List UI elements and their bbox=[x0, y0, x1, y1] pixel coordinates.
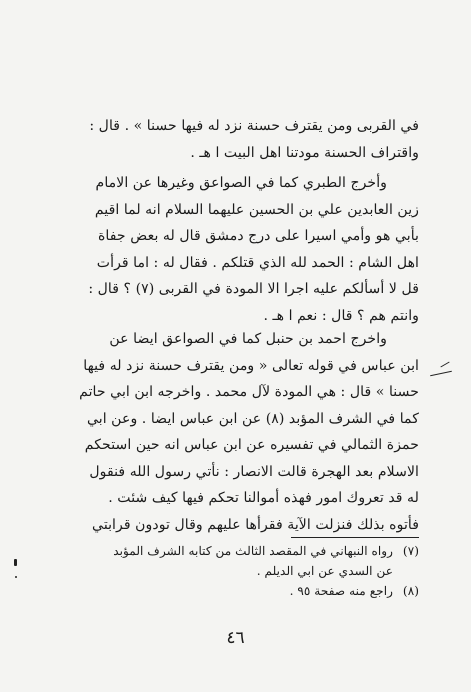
footnote-divider bbox=[291, 537, 419, 538]
footnotes bbox=[47, 541, 419, 601]
paragraph-1 bbox=[47, 113, 419, 166]
footnote-7 bbox=[47, 541, 419, 561]
margin-mark bbox=[14, 559, 17, 566]
text-line: ابن عباس في قوله تعالى « ومن يقترف حسنة نزد له فيها bbox=[83, 357, 419, 374]
text-line: زين العابدين علي بن الحسين عليهما السلام انه لما اقيم bbox=[94, 201, 419, 218]
text-line: واقتراف الحسنة مودتنا اهل البيت ا هـ . bbox=[190, 144, 419, 161]
text-line: فأتوه بذلك فنزلت الآية فقرأها عليهم وقال تودون قرابتي bbox=[92, 516, 419, 533]
text-line: واخرج احمد بن حنبل كما في الصواعق ايضا عن bbox=[109, 331, 387, 347]
text-line: في القربى ومن يقترف حسنة نزد له فيها حسنا » . قال : bbox=[89, 118, 419, 134]
paragraph-2 bbox=[47, 170, 419, 329]
footnote-number: (٧) bbox=[402, 544, 419, 558]
text-line: قل لا أسألكم عليه اجرا الا المودة في القربى (٧) ؟ قال : bbox=[88, 281, 419, 297]
paragraph-3 bbox=[47, 326, 419, 538]
text-line: وانتم هم ؟ قال : نعم ا هـ . bbox=[263, 307, 419, 324]
text-line: له قد تعروك امور فهذه أموالنا تحكم فيها كيف شئت . bbox=[108, 490, 419, 506]
margin-mark bbox=[15, 576, 17, 578]
footnote-number: (٨) bbox=[402, 584, 419, 598]
footnote-text: راجع منه صفحة ٩٥ . bbox=[289, 584, 393, 598]
footnote-text: رواه النبهاني في المقصد الثالث من كتابه الشرف المؤبد bbox=[113, 544, 393, 558]
footnote-8 bbox=[47, 581, 419, 601]
text-line: اهل الشام : الحمد لله الذي قتلكم . فقال له : اما قرأت bbox=[96, 254, 419, 271]
page-number: ٤٦ bbox=[226, 628, 245, 648]
footnote-text: عن السدي عن ابي الديلم . bbox=[256, 564, 393, 578]
text-line: حمزة الثمالي في تفسيره عن ابن عباس انه حين استحكم bbox=[84, 437, 419, 453]
margin-mark bbox=[440, 362, 449, 368]
text-line: كما في الشرف المؤبد (٨) عن ابن عباس ايضا . وعن ابي bbox=[86, 410, 419, 427]
text-line: وأخرج الطبري كما في الصواعق وغيرها عن الامام bbox=[95, 175, 387, 191]
text-line: الاسلام بعد الهجرة قالت الانصار : نأتي رسول الله فنقول bbox=[89, 463, 419, 480]
margin-mark bbox=[430, 371, 452, 377]
text-line: حسنا » قال : هي المودة لآل محمد . واخرجه ابن ابي حاتم bbox=[79, 384, 419, 400]
text-line: بأبي هو وأمي اسيرا على درج دمشق قال له بعض جفاة bbox=[98, 228, 419, 244]
